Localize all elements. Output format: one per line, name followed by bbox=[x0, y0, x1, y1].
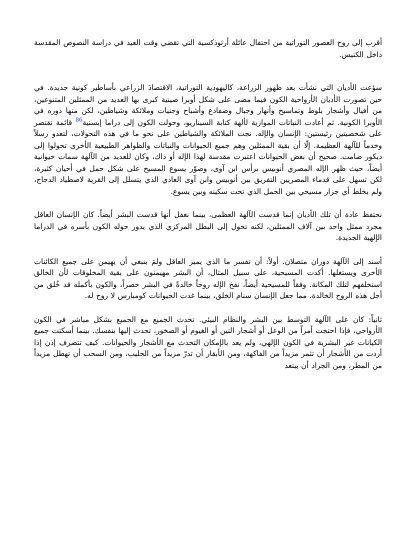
paragraph-4-text: أسند إلى الآلهة دوران متصلان. أولاً: أن تفسر ما الذي يميز العاقل ولمَ ينبغي أن يهيمن على جميع الكائنات الأخرى ويستغلها. أكدت المسيحية، على سبيل المثال، أن البشر مهيمنون على بقية المخلوقات لأن الخالق استخلفهم لتلك المكانة. وفقاً للمسيحية أيضاً، نفخ الإله روحاً خالدةً في البشر حصراً، والكون بأكمله قد خُلق من أجل هذه الروح الخالدة، مما جعل الإنسان سنام الخلق، بينما غدت الحيوانات كومبارس لا روح له. bbox=[34, 256, 382, 300]
paragraph-5 bbox=[34, 314, 382, 372]
paragraph-2-text-start: سؤعت الأديان التي نشأت بعد ظهور الزراعة، كاليهودية التوراتية، الاقتصادَ الزراعي بأساطير كونية جديدة. في حين تصورت الأديان الأرواحية الكون فيما مضى على شكل أوبرا صينية كبرى بها العديد من الممثلين المتنوعين، من أفيال وأشجار بلوط وتماسيح وأنهار وجبال وضفادع وأشباح وجنيات وملائكة وشياطين، لكن منها دوره في الأوبرا الكونية. ثم أعادت النباتات الموازية لألهة كتابة السيناريو، وحولت الكون إلى دراما إبسنية bbox=[34, 83, 383, 127]
paragraph-3-text: نحتفظ عادة أن تلك الأديان إنما قدست الآلهة العظمى، بينما نغفل أنها قدست البشر أيضاً. كان الإنسان العاقل مجرد ممثل واحد بين آلاف الممثلين، لكنه تحول إلى البطل المركزي الذي يدور حوله الكون بأسره في الدراما الإلهية الجديدة. bbox=[34, 210, 382, 242]
paragraph-5-text: ثانياً: كان على الآلهة التوسط بين البشر والنظام البيئي. تحدث الجميع مع الجميع بشكل مباشر في الكون الأرواحي، فإذا احتجت أمراً من الوعل أو أشجار التين أو الغيوم أو الصخور، تحدث إليها بنفسك. بينما أسكتت جميع الكيانات غير البشرية في الكون الإلهي، ولم يعد بالإمكان التحدث مع الأشجار والحيوانات. كيف تتصرف إذن إذا أردت من الأشجار أن تثمر مزيداً من الفاكهة، ومن الأبقار أن تدرّ مزيداً من الحليب، ومن السحب أن تهطل مزيداً من المطر، ومن الجراد أن يبتعد bbox=[34, 314, 382, 370]
paragraph-2 bbox=[34, 82, 382, 197]
footnote-reference-link[interactable]: 86 bbox=[75, 117, 83, 124]
paragraph-3 bbox=[34, 209, 382, 244]
paragraph-1-text: أقرب إلى روح العصور التوراتية من احتفال عائلة أرثوذكسية التي تقضي وقت العيد في دراسة النصوص المقدسة داخل الكنيس. bbox=[34, 38, 382, 59]
paragraph-2-text-end: قائمة تقتصر على شخصيتين رئيستين: الإنسان والإله. نجت الملائكة والشياطين على نحو ما في هذه التحولات، لتعدو رسلاً وخدماً للآلهة العظيمة. إلّا أن بقية الممثلين وهم جميع الحيوانات والنباتات والظواهر الطبيعية الأخرى تحولوا إلى ديكور صامت. صحيح أن بعض الحيوانات اعتبرت مقدسة لهذا الإله أو ذاك، وكان للعديد من الآلهة سمات حيوانية أيضاً، حيث ظهر الإله المصري أنوبيس برأس ابن آوى، وصوّر يسوع المسيح على شكل حمل في أحيان كثيرة، لكن تسهل على قدماء المصريين التفريق بين أنوبيس وابن آوى العادي الذي يتسلل إلى القرية لاصطياد الدجاج، ولم يخلط أي جزار مسيحي بين الحمل الذي تحت سكينه وبين يسوع. bbox=[34, 117, 382, 196]
paragraph-4 bbox=[34, 256, 382, 302]
paragraph-1 bbox=[34, 37, 382, 60]
